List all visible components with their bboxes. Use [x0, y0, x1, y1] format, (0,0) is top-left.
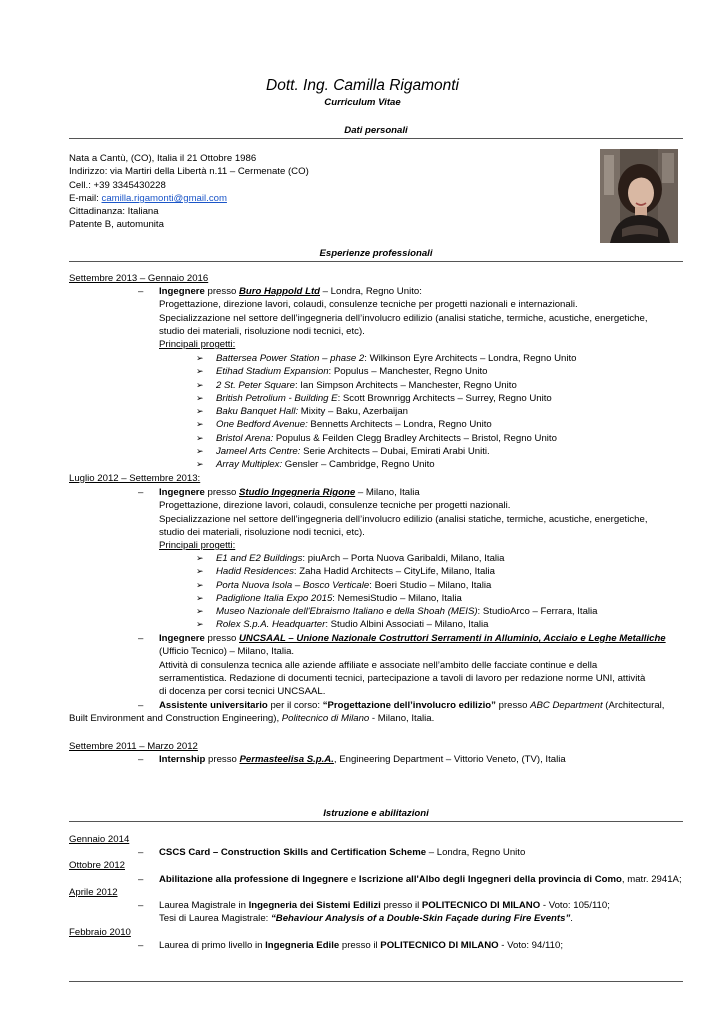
list-item: [196, 365, 577, 378]
email-link[interactable]: camilla.rigamonti@gmail.com: [101, 192, 227, 204]
arrow-bullet: ➢: [196, 366, 204, 377]
arrow-bullet: ➢: [196, 606, 204, 617]
citizenship-info: Cittadinanza: Italiana: [69, 206, 159, 218]
exp2-role: Ingegnere: [159, 487, 205, 498]
section-divider: [69, 821, 683, 822]
arrow-bullet: ➢: [196, 592, 204, 603]
exp2-desc1: Progettazione, direzione lavori, colaudi, consulenze tecniche per progetti nazionali.: [159, 500, 511, 512]
dash-bullet: –: [138, 286, 144, 297]
project-detail: Gensler – Cambridge, Regno Unito: [282, 459, 435, 471]
lt-grade: - Voto: 94/110;: [498, 940, 563, 951]
uncsaal-desc2: serramentistica. Redazione di documenti tecnici, partecipazione a tavoli di lavoro per redazione norme UNI, attività: [159, 672, 646, 684]
list-item: [196, 418, 577, 431]
project-detail: Bennetts Architects – Londra, Regno Unito: [307, 419, 492, 431]
exp2-location: – Milano, Italia: [355, 487, 420, 498]
tesi-end: .: [570, 913, 573, 925]
uncsaal-office: (Ufficio Tecnico) – Milano, Italia.: [159, 646, 295, 658]
abilitazione-and: e: [348, 874, 359, 885]
lm-prefix: Laurea Magistrale in: [159, 900, 249, 911]
list-item: [196, 405, 577, 418]
exp2-role-line: [159, 486, 683, 499]
lm-university: POLITECNICO DI MILANO: [421, 900, 541, 911]
assistant-line: [159, 699, 683, 712]
exp1-projects-list: [196, 352, 577, 472]
assistant-dept: ABC Department: [530, 700, 603, 711]
assistant-role: Assistente universitario: [159, 700, 268, 711]
dash-bullet: –: [138, 900, 144, 911]
page-subtitle: Curriculum Vitae: [324, 97, 401, 108]
cscs-location: – Londra, Regno Unito: [426, 847, 526, 858]
arrow-bullet: ➢: [196, 353, 204, 363]
dash-bullet: –: [138, 633, 144, 644]
project-name: Padiglione Italia Expo 2015: [216, 592, 333, 604]
arrow-bullet: ➢: [196, 553, 204, 563]
exp1-company: Buro Happold Ltd: [239, 286, 320, 297]
project-detail: : StudioArco – Ferrara, Italia: [477, 606, 598, 618]
list-item: [196, 379, 577, 392]
project-name: British Petrolium - Building E: [216, 392, 338, 404]
edu-date: Gennaio 2014: [69, 834, 130, 845]
exp2-block: [159, 486, 683, 552]
project-name: Battersea Power Station – phase 2: [216, 353, 365, 364]
lt-presso: presso il: [339, 940, 381, 951]
exp2-projects-list: [196, 552, 598, 632]
exp1-period: Settembre 2013 – Gennaio 2016: [69, 273, 209, 284]
dash-bullet: –: [138, 700, 144, 711]
assistant-city: - Milano, Italia.: [369, 713, 435, 724]
tesi-line: [159, 912, 610, 925]
abilitazione-title: Abilitazione alla professione di Ingegnere: [159, 874, 349, 885]
arrow-bullet: ➢: [196, 419, 204, 430]
edu-cscs: [159, 846, 525, 859]
project-name: Bristol Arena:: [216, 432, 274, 444]
lm-grade: - Voto: 105/110;: [540, 900, 610, 911]
arrow-bullet: ➢: [196, 432, 204, 443]
list-item: [196, 565, 598, 578]
project-name: Array Multiplex:: [216, 459, 283, 471]
edu-laurea-magistrale: [159, 899, 610, 926]
uncsaal-desc1: Attività di consulenza tecnica alle aziende affiliate e associate nell’ambito delle facciate continue e della: [159, 659, 598, 671]
edu-laurea-triennale: [159, 939, 563, 952]
personal-info: [69, 152, 309, 232]
project-detail: : Populus – Manchester, Regno Unito: [328, 366, 488, 378]
license-info: Patente B, automunita: [69, 219, 164, 231]
assistant-dept-full: Built Environment and Construction Engineering),: [69, 713, 282, 724]
project-detail: Populus & Feilden Clegg Bradley Architects – Bristol, Regno Unito: [273, 432, 557, 444]
project-detail: : Studio Albini Associati – Milano, Italia: [325, 619, 489, 631]
edu-date: Febbraio 2010: [69, 927, 131, 938]
uncsaal-role-line: [159, 632, 683, 645]
exp2-presso: presso: [204, 487, 239, 498]
exp3-detail: , Engineering Department – Vittorio Veneto, (TV), Italia: [333, 754, 566, 765]
dash-bullet: –: [138, 874, 144, 885]
edu-date: Ottobre 2012: [69, 860, 126, 871]
section-divider: [69, 138, 683, 139]
lt-university: POLITECNICO DI MILANO: [380, 940, 499, 951]
uncsaal-presso: presso: [204, 633, 239, 644]
project-name: Baku Banquet Hall:: [216, 406, 299, 418]
exp2-period: Luglio 2012 – Settembre 2013:: [69, 473, 201, 484]
exp2-desc3: studio dei materiali, risoluzione nodi tecnici, etc).: [159, 526, 365, 538]
project-name: Jameel Arts Centre:: [216, 446, 301, 458]
list-item: [196, 352, 577, 365]
edu-abilitazione: [159, 873, 682, 886]
section-title-education: Istruzione e abilitazioni: [323, 808, 429, 819]
section-divider: [69, 261, 683, 262]
address-info: Indirizzo: via Martiri della Libertà n.11 – Cermenate (CO): [69, 166, 309, 178]
email-label: E-mail:: [69, 192, 102, 204]
profile-photo: [600, 149, 678, 243]
exp2-desc2: Specializzazione nel settore dell’ingegneria dell’involucro edilizio (analisi statiche, termiche, acustiche, energetiche,: [159, 513, 648, 525]
exp3-role: Internship: [159, 754, 206, 765]
project-detail: : Wilkinson Eyre Architects – Londra, Regno Unito: [364, 353, 577, 364]
exp1-role-line: [159, 285, 683, 298]
list-item: [196, 579, 598, 592]
birth-info: Nata a Cantù, (CO), Italia il 21 Ottobre 1986: [69, 153, 257, 164]
assistant-university: Politecnico di Milano: [281, 713, 370, 724]
cscs-title: CSCS Card – Construction Skills and Certification Scheme: [159, 847, 427, 858]
list-item: [196, 458, 577, 471]
project-detail: : Ian Simpson Architects – Manchester, Regno Unito: [294, 379, 517, 391]
exp2-company: Studio Ingegneria Rigone: [239, 487, 356, 498]
list-item: [196, 618, 598, 631]
iscrizione-title: Iscrizione all'Albo degli Ingegneri della provincia di Como: [358, 874, 622, 885]
page-title: Dott. Ing. Camilla Rigamonti: [266, 77, 459, 94]
exp1-role: Ingegnere: [159, 286, 205, 297]
footer-divider: [69, 981, 683, 982]
arrow-bullet: ➢: [196, 459, 204, 470]
exp3-line: [159, 753, 566, 766]
project-detail: : Scott Brownrigg Architects – Surrey, Regno Unito: [337, 392, 552, 404]
tesi-title: “Behaviour Analysis of a Double-Skin Façade during Fire Events”: [270, 913, 571, 925]
lm-line: [159, 899, 610, 912]
exp3-period: Settembre 2011 – Marzo 2012: [69, 741, 198, 752]
project-name: Museo Nazionale dell'Ebraismo Italiano e della Shoah (MEIS): [216, 606, 478, 618]
uncsaal-desc3: di docenza per corsi tecnici UNCSAAL.: [159, 686, 326, 698]
assistant-dept-rest: (Architectural,: [602, 700, 665, 711]
exp1-desc3: studio dei materiali, risoluzione nodi tecnici, etc).: [159, 325, 365, 337]
section-title-personal: Dati personali: [344, 125, 408, 136]
exp1-desc1: Progettazione, direzione lavori, colaudi, consulenze tecniche per progetti nazionali e internazionali.: [159, 299, 578, 311]
list-item: [196, 432, 577, 445]
dash-bullet: –: [138, 754, 144, 765]
assistant-line2: [69, 712, 434, 725]
matricola: , matr. 2941A;: [621, 874, 682, 885]
dash-bullet: –: [138, 847, 144, 858]
project-detail: : Boeri Studio – Milano, Italia: [369, 579, 492, 591]
list-item: [196, 445, 577, 458]
exp1-location: – Londra, Regno Unito:: [320, 286, 422, 297]
project-name: Etihad Stadium Expansion: [216, 366, 329, 378]
lt-prefix: Laurea di primo livello in: [159, 940, 266, 951]
assistant-presso: presso: [495, 700, 531, 711]
arrow-bullet: ➢: [196, 379, 204, 390]
project-detail: : piuArch – Porta Nuova Garibaldi, Milano, Italia: [302, 553, 505, 564]
arrow-bullet: ➢: [196, 566, 204, 577]
project-name: 2 St. Peter Square: [216, 379, 295, 391]
list-item: [196, 605, 598, 618]
exp2-projects-label: Principali progetti:: [159, 540, 236, 552]
exp1-presso: presso: [204, 286, 239, 297]
exp1-projects-label: Principali progetti:: [159, 339, 236, 351]
section-title-experience: Esperienze professionali: [319, 248, 433, 259]
tesi-label: Tesi di Laurea Magistrale:: [159, 913, 271, 925]
dash-bullet: –: [138, 487, 144, 498]
project-name: Porta Nuova Isola – Bosco Verticale: [216, 579, 370, 591]
exp1-desc2: Specializzazione nel settore dell’ingegneria dell’involucro edilizio (analisi statiche, termiche, acustiche, energetiche,: [159, 312, 648, 324]
dash-bullet: –: [138, 940, 144, 951]
lm-presso: presso il: [380, 900, 422, 911]
arrow-bullet: ➢: [196, 392, 204, 403]
uncsaal-company: UNCSAAL – Unione Nazionale Costruttori Serramenti in Alluminio, Acciaio e Leghe Metalliche: [239, 633, 666, 644]
project-detail: Serie Architects – Dubai, Emirati Arabi Uniti.: [300, 446, 490, 458]
arrow-bullet: ➢: [196, 406, 204, 417]
project-name: Hadid Residences: [216, 566, 294, 578]
project-detail: Mixity – Baku, Azerbaijan: [298, 406, 408, 418]
exp3-presso: presso: [205, 754, 240, 765]
email-info: [69, 192, 309, 205]
portrait-image: [600, 149, 678, 243]
arrow-bullet: ➢: [196, 446, 204, 457]
lt-course: Ingegneria Edile: [265, 940, 340, 951]
exp3-company: Permasteelisa S.p.A.: [239, 754, 334, 765]
list-item: [196, 592, 598, 605]
project-name: E1 and E2 Buildings: [216, 553, 303, 564]
uncsaal-role: Ingegnere: [159, 633, 205, 644]
project-name: One Bedford Avenue:: [216, 419, 308, 431]
project-name: Rolex S.p.A. Headquarter: [216, 619, 326, 631]
edu-date: Aprile 2012: [69, 887, 118, 898]
list-item: [196, 392, 577, 405]
assistant-course: “Progettazione dell’involucro edilizio”: [322, 700, 496, 711]
exp2-assistant-block: [159, 699, 683, 712]
assistant-mid: per il corso:: [267, 700, 323, 711]
list-item: [196, 552, 598, 565]
arrow-bullet: ➢: [196, 619, 204, 630]
phone-info: Cell.: +39 3345430228: [69, 179, 166, 191]
arrow-bullet: ➢: [196, 579, 204, 590]
project-detail: : NemesiStudio – Milano, Italia: [332, 592, 462, 604]
project-detail: : Zaha Hadid Architects – CityLife, Milano, Italia: [293, 566, 495, 578]
exp1-block: [159, 285, 683, 351]
lm-course: Ingegneria dei Sistemi Edilizi: [248, 900, 381, 911]
exp2-uncsaal-block: [159, 632, 683, 698]
